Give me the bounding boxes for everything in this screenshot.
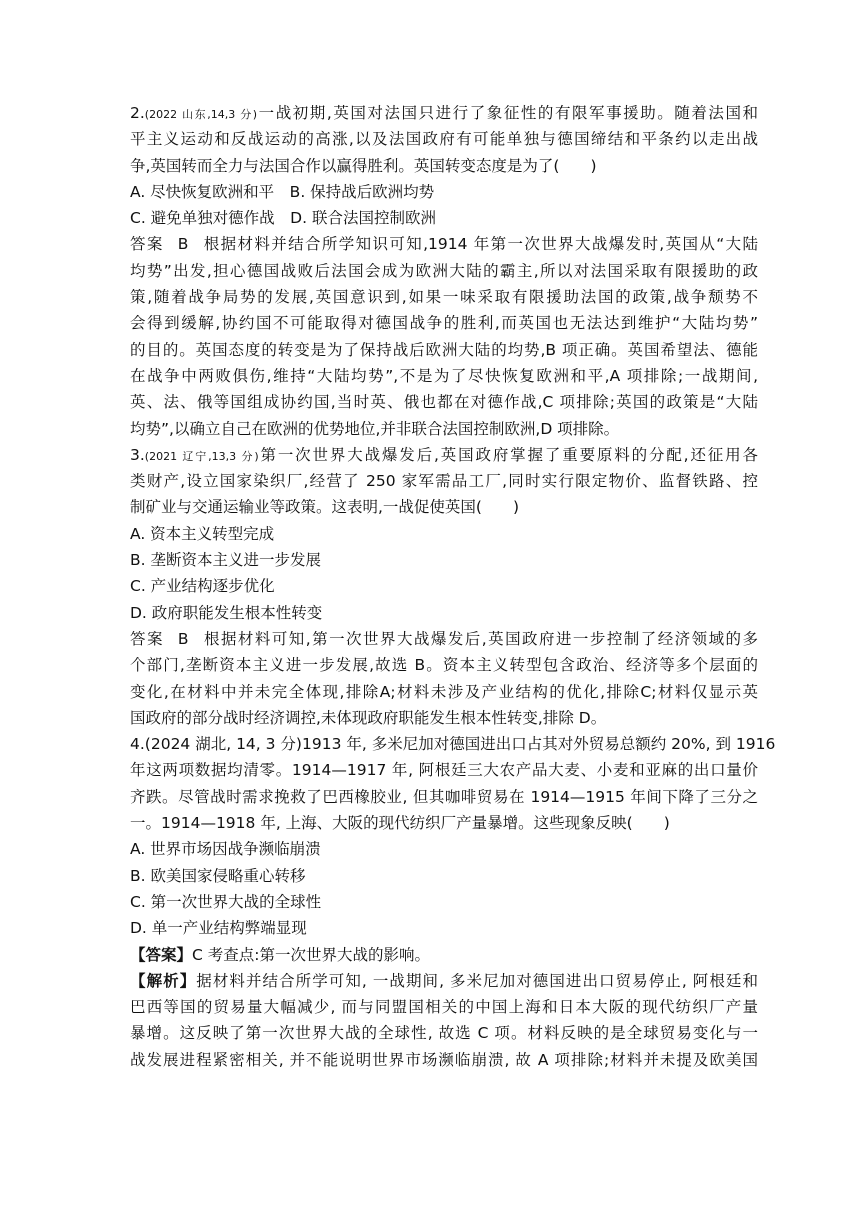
q3-answer-line-1 [130,626,758,652]
q2-explanation-line-7: 英、法、俄等国组成协约国,当时英、俄也都在对德作战,C 项排除;英国的政策是“大陆 [130,393,758,412]
q3-explanation-line-3: 变化,在材料中并未完全体现,排除A;材料未涉及产业结构的优化,排除C;材料仅显示英 [130,682,758,701]
q4-number: 4. [130,735,145,754]
q2-answer-label: 答案 [130,235,164,254]
q4-answer-line [130,942,758,968]
q2-explanation-line-4: 会得到缓解,协约国不可能取得对德国战争的胜利,而英国也无法达到维护“大陆均势” [130,314,758,333]
q4-stem-line-2: 年这两项数据均清零。1914—1917 年, 阿根廷三大农产品大麦、小麦和亚麻的出口量价 [130,761,758,780]
q4-stem-line-4: 一。1914—1918 年, 上海、大阪的现代纺织厂产量暴增。这些现象反映( ) [130,814,670,833]
q4-analysis-tag: 【解析】 [130,971,197,990]
q2-explanation-line-2: 均势”出发,担心德国战败后法国会成为欧洲大陆的霸主,所以对法国采取有限援助的政 [130,261,758,280]
q2-answer-letter: B [177,235,189,254]
q3-source: (2021 辽宁,13,3 分) [144,449,259,463]
q3-answer-letter: B [177,629,189,648]
q2-options-row-2: C. 避免单独对德作战 D. 联合法国控制欧洲 [130,209,436,228]
q2-stem-line-2: 平主义运动和反战运动的高涨,以及法国政府有可能单独与德国缔结和平条约以走出战 [130,130,758,149]
q4-analysis-line-1 [130,968,758,994]
q4-option-d: D. 单一产业结构弊端显现 [130,919,307,938]
q4-option-c: C. 第一次世界大战的全球性 [130,892,322,911]
q3-stem-text-1: 第一次世界大战爆发后,英国政府掌握了重要原料的分配,还征用各 [258,445,759,464]
q4-answer-text: C 考查点:第一次世界大战的影响。 [192,945,430,964]
q2-number: 2. [130,104,145,122]
q3-explanation-text-1: 根据材料可知,第一次世界大战爆发后,英国政府进一步控制了经济领域的多 [202,629,758,648]
q4-answer-tag: 【答案】 [130,945,193,964]
q2-stem-line-1 [130,100,758,126]
q2-options-row-1: A. 尽快恢复欧洲和平 B. 保持战后欧洲均势 [130,182,435,201]
q3-option-d: D. 政府职能发生根本性转变 [130,603,323,622]
q4-stem-line-1 [130,731,776,757]
q3-explanation-line-2: 个部门,垄断资本主义进一步发展,故选 B。资本主义转型包含政治、经济等多个层面的 [130,656,758,675]
q2-answer-line-1 [130,231,758,257]
q3-stem-line-2: 类财产,设立国家染织厂,经营了 250 家军需品工厂,同时实行限定物价、监督铁路、控 [130,472,758,491]
q2-explanation-line-3: 策,随着战争局势的发展,英国意识到,如果一味采取有限援助法国的政策,战争颓势不 [130,288,758,307]
q3-stem-line-1 [130,442,758,468]
q2-explanation-text-1: 根据材料并结合所学知识可知,1914 年第一次世界大战爆发时,英国从“大陆 [202,235,758,254]
q3-stem-line-3: 制矿业与交通运输业等政策。这表明,一战促使英国( ) [130,498,520,517]
q2-explanation-line-6: 在战争中两败俱伤,维持“大陆均势”,不是为了尽快恢复欧洲和平,A 项排除;一战期间, [130,366,758,385]
q2-stem-text-1: 一战初期,英国对法国只进行了象征性的有限军事援助。随着法国和 [257,104,758,122]
q3-option-a: A. 资本主义转型完成 [130,524,275,543]
q3-answer-label: 答案 [130,629,164,648]
q4-option-a: A. 世界市场因战争濒临崩溃 [130,840,321,859]
q4-source: (2024 湖北, 14, 3 分) [144,735,302,754]
q4-analysis-line-2: 巴西等国的贸易量大幅减少, 而与同盟国相关的中国上海和日本大阪的现代纺织厂产量 [130,998,758,1017]
q2-stem-line-3: 争,英国转而全力与法国合作以赢得胜利。英国转变态度是为了( ) [130,156,597,175]
q2-explanation-line-8: 均势”,以确立自己在欧洲的优势地位,并非联合法国控制欧洲,D 项排除。 [130,419,620,438]
q2-explanation-line-5: 的目的。英国态度的转变是为了保持战后欧洲大陆的均势,B 项正确。英国希望法、德能 [130,340,758,359]
q3-option-b: B. 垄断资本主义进一步发展 [130,551,321,570]
q4-option-b: B. 欧美国家侵略重心转移 [130,866,306,885]
q4-stem-line-3: 齐跌。尽管战时需求挽救了巴西橡胶业, 但其咖啡贸易在 1914—1915 年间下降了三分之 [130,787,758,806]
q4-analysis-text-1: 据材料并结合所学可知, 一战期间, 多米尼加对德国进出口贸易停止, 阿根廷和 [196,971,758,990]
q4-analysis-line-3: 暴增。这反映了第一次世界大战的全球性, 故选 C 项。材料反映的是全球贸易变化与一 [130,1024,758,1043]
q3-option-c: C. 产业结构逐步优化 [130,577,275,596]
q4-analysis-line-4: 战发展进程紧密相关, 并不能说明世界市场濒临崩溃, 故 A 项排除;材料并未提及欧美国 [130,1050,758,1069]
q2-source: (2022 山东,14,3 分) [144,108,258,121]
q3-explanation-line-4: 国政府的部分战时经济调控,未体现政府职能发生根本性转变,排除 D。 [130,708,607,727]
q4-stem-text-1: 1913 年, 多米尼加对德国进出口占其对外贸易总额约 20%, 到 1916 [301,735,776,754]
q3-number: 3. [130,445,145,464]
